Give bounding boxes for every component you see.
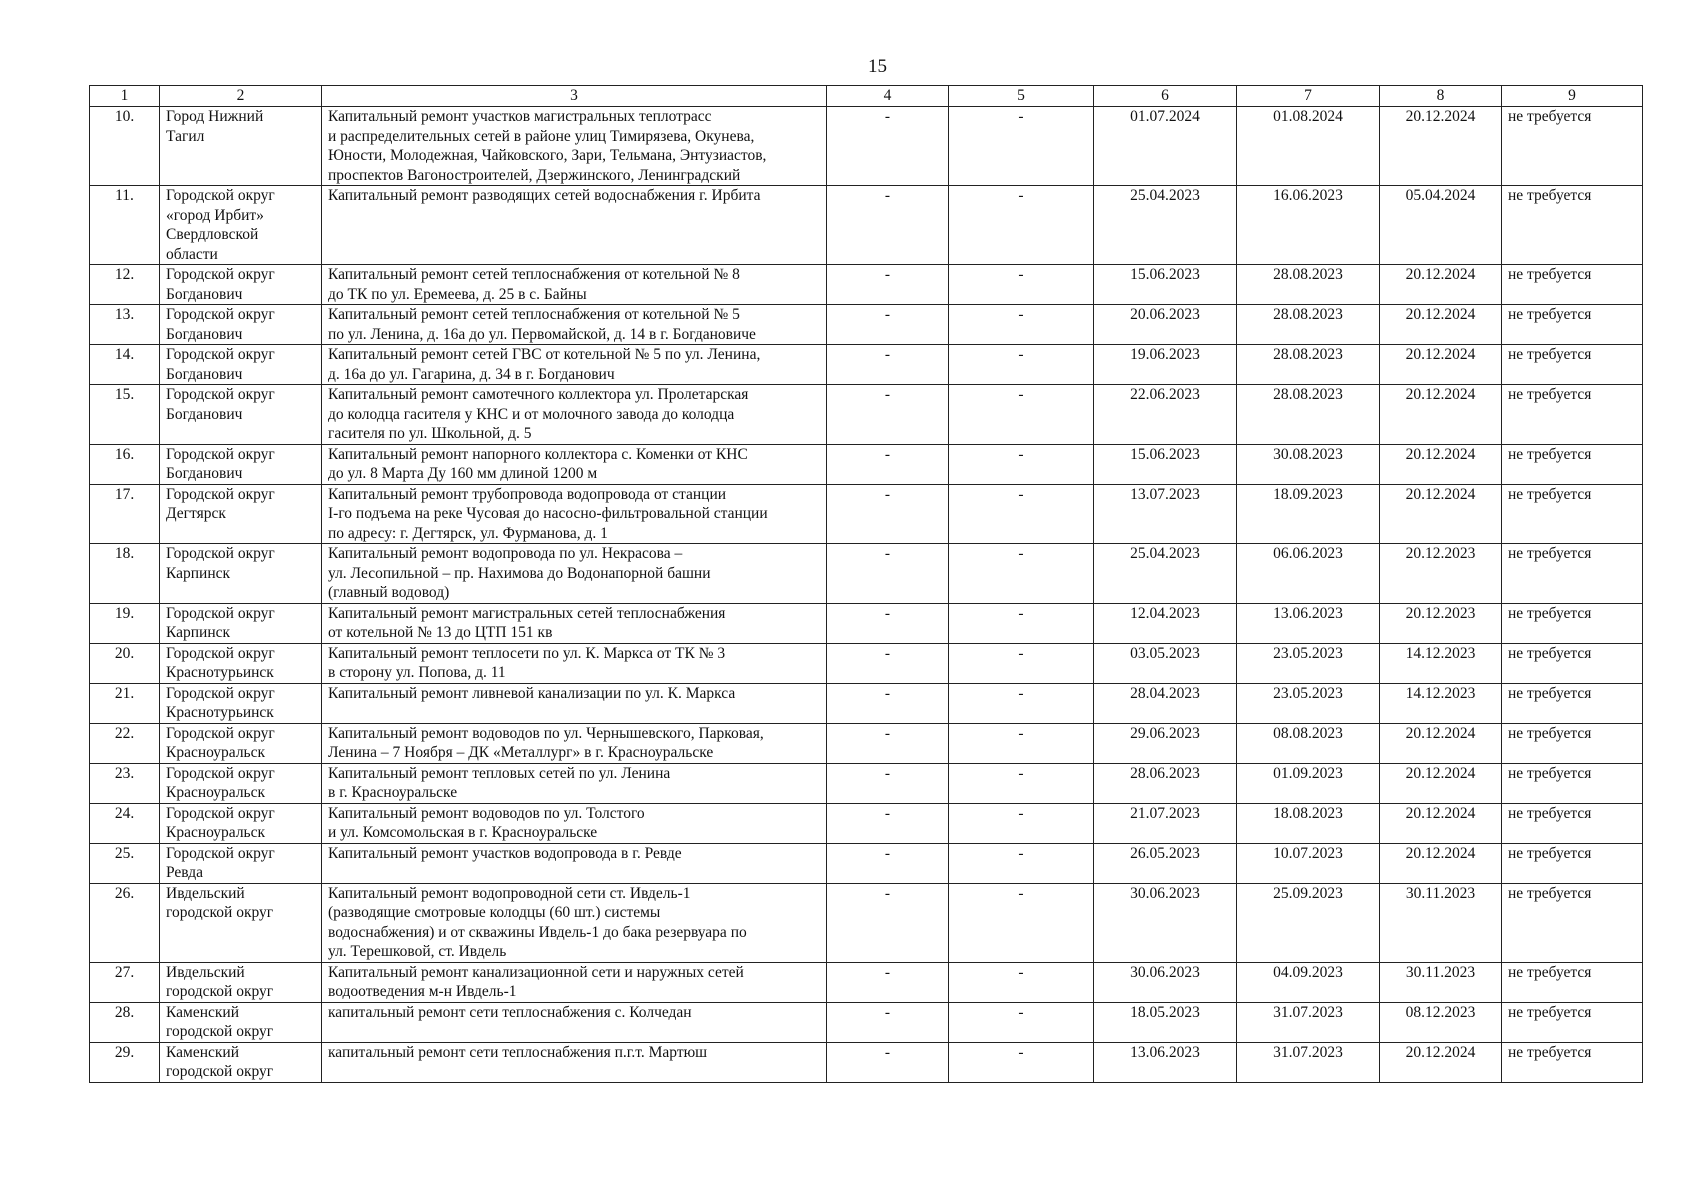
work-description-line: капитальный ремонт сети теплоснабжения с. Колчедан xyxy=(328,1003,692,1021)
table-row xyxy=(90,683,1643,723)
work-description-line: до ул. 8 Марта Ду 160 мм длиной 1200 м xyxy=(328,465,598,482)
table-body xyxy=(90,107,1643,1083)
work-description xyxy=(322,683,827,723)
work-description-line: в сторону ул. Попова, д. 11 xyxy=(328,664,506,681)
col-8-date: 30.11.2023 xyxy=(1380,883,1502,962)
municipality-line: Богданович xyxy=(166,285,243,303)
municipality xyxy=(160,265,322,305)
col-6-date: 15.06.2023 xyxy=(1094,444,1237,484)
work-description xyxy=(322,1042,827,1082)
municipality xyxy=(160,683,322,723)
municipality-line: Каменский xyxy=(166,1043,239,1061)
col-9-requirement: не требуется xyxy=(1502,962,1643,1002)
col-6-date: 30.06.2023 xyxy=(1094,883,1237,962)
col-5-value: - xyxy=(949,107,1094,186)
municipality xyxy=(160,883,322,962)
col-9-requirement: не требуется xyxy=(1502,186,1643,265)
work-description xyxy=(322,444,827,484)
work-description xyxy=(322,186,827,265)
work-description xyxy=(322,385,827,445)
col-9-requirement: не требуется xyxy=(1502,1042,1643,1082)
municipality xyxy=(160,643,322,683)
table-row xyxy=(90,444,1643,484)
col-4-value: - xyxy=(827,186,949,265)
col-7-date: 16.06.2023 xyxy=(1237,186,1380,265)
table-row xyxy=(90,1002,1643,1042)
col-4-value: - xyxy=(827,107,949,186)
col-9-requirement: не требуется xyxy=(1502,305,1643,345)
col-6-date: 20.06.2023 xyxy=(1094,305,1237,345)
row-number: 13. xyxy=(90,305,160,345)
municipality-line: Городской округ xyxy=(166,604,275,622)
table-row xyxy=(90,803,1643,843)
col-4-value: - xyxy=(827,683,949,723)
municipality-line: Городской округ xyxy=(166,684,275,702)
col-8-date: 20.12.2024 xyxy=(1380,843,1502,883)
col-4-value: - xyxy=(827,763,949,803)
col-9-requirement: не требуется xyxy=(1502,843,1643,883)
works-table xyxy=(89,85,1643,1083)
work-description-line: водоснабжения) и от скважины Ивдель-1 до бака резервуара по xyxy=(328,923,747,941)
col-7-date: 28.08.2023 xyxy=(1237,385,1380,445)
work-description-line: Капитальный ремонт участков водопровода в г. Ревде xyxy=(328,844,682,862)
col-6-date: 15.06.2023 xyxy=(1094,265,1237,305)
table-row xyxy=(90,643,1643,683)
col-4-value: - xyxy=(827,643,949,683)
table-row xyxy=(90,883,1643,962)
work-description-line: Капитальный ремонт водоводов по ул. Толстого xyxy=(328,804,645,822)
col-8-date: 05.04.2024 xyxy=(1380,186,1502,265)
table-row xyxy=(90,107,1643,186)
col-8-date: 20.12.2024 xyxy=(1380,444,1502,484)
table-row xyxy=(90,962,1643,1002)
row-number: 16. xyxy=(90,444,160,484)
work-description-line: Капитальный ремонт самотечного коллектора ул. Пролетарская xyxy=(328,386,749,403)
work-description-line: Капитальный ремонт разводящих сетей водоснабжения г. Ирбита xyxy=(328,187,761,204)
header-col-7: 7 xyxy=(1237,86,1380,107)
row-number: 25. xyxy=(90,843,160,883)
table-row xyxy=(90,345,1643,385)
col-7-date: 10.07.2023 xyxy=(1237,843,1380,883)
col-7-date: 23.05.2023 xyxy=(1237,683,1380,723)
work-description-line: Капитальный ремонт теплосети по ул. К. Маркса от ТК № 3 xyxy=(328,644,726,662)
work-description-line: Ленина – 7 Ноября – ДК «Металлург» в г. Красноуральске xyxy=(328,744,714,761)
col-9-requirement: не требуется xyxy=(1502,803,1643,843)
col-7-date: 01.09.2023 xyxy=(1237,763,1380,803)
municipality-line: Свердловской xyxy=(166,226,259,243)
municipality-line: Краснотурьинск xyxy=(166,704,274,721)
col-7-date: 01.08.2024 xyxy=(1237,107,1380,186)
work-description xyxy=(322,265,827,305)
col-6-date: 12.04.2023 xyxy=(1094,603,1237,643)
work-description xyxy=(322,107,827,186)
work-description-line: проспектов Вагоностроителей, Дзержинского, Ленинградский xyxy=(328,166,741,184)
municipality-line: Каменский xyxy=(166,1003,239,1021)
work-description xyxy=(322,1002,827,1042)
work-description xyxy=(322,345,827,385)
municipality-line: Карпинск xyxy=(166,564,231,582)
municipality xyxy=(160,763,322,803)
work-description-line: Капитальный ремонт ливневой канализации по ул. К. Маркса xyxy=(328,684,736,702)
municipality xyxy=(160,603,322,643)
row-number: 28. xyxy=(90,1002,160,1042)
municipality-line: городской округ xyxy=(166,904,274,921)
municipality-line: Красноуральск xyxy=(166,784,266,801)
col-7-date: 13.06.2023 xyxy=(1237,603,1380,643)
work-description-line: ул. Терешковой, ст. Ивдель xyxy=(328,943,507,960)
col-9-requirement: не требуется xyxy=(1502,484,1643,544)
col-8-date: 14.12.2023 xyxy=(1380,643,1502,683)
municipality xyxy=(160,843,322,883)
table-row xyxy=(90,1042,1643,1082)
col-7-date: 18.08.2023 xyxy=(1237,803,1380,843)
header-col-6: 6 xyxy=(1094,86,1237,107)
col-6-date: 19.06.2023 xyxy=(1094,345,1237,385)
header-col-4: 4 xyxy=(827,86,949,107)
col-8-date: 20.12.2024 xyxy=(1380,723,1502,763)
work-description xyxy=(322,763,827,803)
municipality-line: Городской округ xyxy=(166,724,275,742)
municipality-line: городской округ xyxy=(166,1023,274,1040)
col-5-value: - xyxy=(949,1042,1094,1082)
row-number: 29. xyxy=(90,1042,160,1082)
header-col-8: 8 xyxy=(1380,86,1502,107)
work-description-line: Капитальный ремонт сетей теплоснабжения от котельной № 5 xyxy=(328,306,740,323)
work-description xyxy=(322,643,827,683)
work-description-line: до колодца гасителя у КНС и от молочного завода до колодца xyxy=(328,405,735,423)
col-6-date: 13.06.2023 xyxy=(1094,1042,1237,1082)
col-9-requirement: не требуется xyxy=(1502,444,1643,484)
col-6-date: 22.06.2023 xyxy=(1094,385,1237,445)
municipality-line: Богданович xyxy=(166,405,243,423)
col-4-value: - xyxy=(827,803,949,843)
municipality-line: Городской округ xyxy=(166,306,275,323)
municipality-line: городской округ xyxy=(166,983,274,1000)
col-4-value: - xyxy=(827,345,949,385)
col-4-value: - xyxy=(827,962,949,1002)
municipality xyxy=(160,484,322,544)
work-description xyxy=(322,305,827,345)
municipality xyxy=(160,1042,322,1082)
col-5-value: - xyxy=(949,843,1094,883)
work-description-line: Юности, Молодежная, Чайковского, Зари, Тельмана, Энтузиастов, xyxy=(328,147,767,164)
col-7-date: 25.09.2023 xyxy=(1237,883,1380,962)
municipality xyxy=(160,345,322,385)
col-8-date: 20.12.2024 xyxy=(1380,763,1502,803)
work-description-line: Капитальный ремонт напорного коллектора с. Коменки от КНС xyxy=(328,445,748,463)
table-row xyxy=(90,544,1643,604)
work-description-line: водоотведения м-н Ивдель-1 xyxy=(328,983,517,1000)
col-5-value: - xyxy=(949,683,1094,723)
col-5-value: - xyxy=(949,305,1094,345)
work-description-line: Капитальный ремонт участков магистральных теплотрасс xyxy=(328,108,712,125)
col-7-date: 28.08.2023 xyxy=(1237,345,1380,385)
work-description-line: по ул. Ленина, д. 16а до ул. Первомайской, д. 14 в г. Богдановиче xyxy=(328,325,756,343)
table-row xyxy=(90,265,1643,305)
municipality-line: Город Нижний xyxy=(166,108,264,125)
col-9-requirement: не требуется xyxy=(1502,603,1643,643)
page-number: 15 xyxy=(868,56,887,77)
work-description-line: Капитальный ремонт водоводов по ул. Чернышевского, Парковая, xyxy=(328,724,764,742)
col-8-date: 08.12.2023 xyxy=(1380,1002,1502,1042)
municipality-line: области xyxy=(166,245,218,263)
row-number: 24. xyxy=(90,803,160,843)
work-description-line: Капитальный ремонт магистральных сетей теплоснабжения xyxy=(328,604,726,622)
col-5-value: - xyxy=(949,763,1094,803)
col-9-requirement: не требуется xyxy=(1502,385,1643,445)
municipality-line: Краснотурьинск xyxy=(166,664,274,681)
col-4-value: - xyxy=(827,544,949,604)
work-description xyxy=(322,962,827,1002)
row-number: 14. xyxy=(90,345,160,385)
work-description-line: и распределительных сетей в районе улиц Тимирязева, Окунева, xyxy=(328,127,755,145)
work-description-line: и ул. Комсомольская в г. Красноуральске xyxy=(328,824,598,841)
municipality-line: городской округ xyxy=(166,1063,274,1080)
work-description xyxy=(322,883,827,962)
municipality-line: Ивдельский xyxy=(166,884,245,902)
work-description xyxy=(322,843,827,883)
municipality-line: Городской округ xyxy=(166,764,275,782)
municipality-line: Городской округ xyxy=(166,844,275,862)
municipality-line: Городской округ xyxy=(166,386,275,403)
col-8-date: 14.12.2023 xyxy=(1380,683,1502,723)
municipality xyxy=(160,107,322,186)
col-6-date: 30.06.2023 xyxy=(1094,962,1237,1002)
col-8-date: 20.12.2024 xyxy=(1380,1042,1502,1082)
col-7-date: 30.08.2023 xyxy=(1237,444,1380,484)
col-4-value: - xyxy=(827,385,949,445)
table-row xyxy=(90,843,1643,883)
header-col-9: 9 xyxy=(1502,86,1643,107)
work-description-line: Капитальный ремонт водопровода по ул. Некрасова – xyxy=(328,545,683,562)
work-description-line: до ТК по ул. Еремеева, д. 25 в с. Байны xyxy=(328,285,587,303)
municipality-line: Городской округ xyxy=(166,346,275,363)
row-number: 23. xyxy=(90,763,160,803)
work-description-line: Капитальный ремонт сетей ГВС от котельной № 5 по ул. Ленина, xyxy=(328,346,761,363)
col-6-date: 01.07.2024 xyxy=(1094,107,1237,186)
col-6-date: 18.05.2023 xyxy=(1094,1002,1237,1042)
col-5-value: - xyxy=(949,1002,1094,1042)
header-col-3: 3 xyxy=(322,86,827,107)
col-4-value: - xyxy=(827,1042,949,1082)
row-number: 19. xyxy=(90,603,160,643)
col-5-value: - xyxy=(949,385,1094,445)
municipality-line: Дегтярск xyxy=(166,505,226,522)
work-description-line: Капитальный ремонт тепловых сетей по ул. Ленина xyxy=(328,764,671,782)
col-9-requirement: не требуется xyxy=(1502,883,1643,962)
col-7-date: 31.07.2023 xyxy=(1237,1002,1380,1042)
header-col-5: 5 xyxy=(949,86,1094,107)
row-number: 10. xyxy=(90,107,160,186)
col-8-date: 20.12.2023 xyxy=(1380,603,1502,643)
municipality-line: Городской округ xyxy=(166,644,275,662)
col-9-requirement: не требуется xyxy=(1502,345,1643,385)
row-number: 18. xyxy=(90,544,160,604)
col-7-date: 08.08.2023 xyxy=(1237,723,1380,763)
col-6-date: 28.06.2023 xyxy=(1094,763,1237,803)
col-9-requirement: не требуется xyxy=(1502,643,1643,683)
row-number: 27. xyxy=(90,962,160,1002)
row-number: 17. xyxy=(90,484,160,544)
municipality-line: Городской округ xyxy=(166,445,275,463)
col-5-value: - xyxy=(949,643,1094,683)
col-5-value: - xyxy=(949,544,1094,604)
work-description-line: от котельной № 13 до ЦТП 151 кв xyxy=(328,624,553,641)
col-5-value: - xyxy=(949,265,1094,305)
col-4-value: - xyxy=(827,1002,949,1042)
municipality xyxy=(160,385,322,445)
work-description-line: (разводящие смотровые колодцы (60 шт.) системы xyxy=(328,904,661,921)
work-description xyxy=(322,544,827,604)
municipality-line: Ивдельский xyxy=(166,963,245,981)
work-description-line: I-го подъема на реке Чусовая до насосно-фильтровальной станции xyxy=(328,505,768,522)
col-5-value: - xyxy=(949,345,1094,385)
col-5-value: - xyxy=(949,723,1094,763)
municipality xyxy=(160,803,322,843)
work-description-line: (главный водовод) xyxy=(328,584,450,601)
work-description-line: по адресу: г. Дегтярск, ул. Фурманова, д. 1 xyxy=(328,524,608,542)
col-6-date: 25.04.2023 xyxy=(1094,544,1237,604)
col-9-requirement: не требуется xyxy=(1502,1002,1643,1042)
col-8-date: 20.12.2024 xyxy=(1380,107,1502,186)
col-6-date: 25.04.2023 xyxy=(1094,186,1237,265)
table-row xyxy=(90,186,1643,265)
col-9-requirement: не требуется xyxy=(1502,683,1643,723)
col-4-value: - xyxy=(827,444,949,484)
col-5-value: - xyxy=(949,883,1094,962)
col-7-date: 04.09.2023 xyxy=(1237,962,1380,1002)
col-6-date: 03.05.2023 xyxy=(1094,643,1237,683)
municipality xyxy=(160,444,322,484)
col-4-value: - xyxy=(827,305,949,345)
row-number: 12. xyxy=(90,265,160,305)
municipality xyxy=(160,962,322,1002)
work-description-line: Капитальный ремонт водопроводной сети ст. Ивдель-1 xyxy=(328,884,691,902)
table-row xyxy=(90,603,1643,643)
col-6-date: 26.05.2023 xyxy=(1094,843,1237,883)
municipality-line: Городской округ xyxy=(166,266,275,283)
work-description-line: в г. Красноуральске xyxy=(328,784,458,801)
col-7-date: 23.05.2023 xyxy=(1237,643,1380,683)
header-col-1: 1 xyxy=(90,86,160,107)
col-7-date: 18.09.2023 xyxy=(1237,484,1380,544)
municipality xyxy=(160,723,322,763)
col-8-date: 20.12.2024 xyxy=(1380,803,1502,843)
table-row xyxy=(90,385,1643,445)
col-6-date: 29.06.2023 xyxy=(1094,723,1237,763)
col-5-value: - xyxy=(949,186,1094,265)
col-9-requirement: не требуется xyxy=(1502,763,1643,803)
row-number: 21. xyxy=(90,683,160,723)
col-7-date: 28.08.2023 xyxy=(1237,305,1380,345)
col-7-date: 28.08.2023 xyxy=(1237,265,1380,305)
work-description-line: д. 16а до ул. Гагарина, д. 34 в г. Богданович xyxy=(328,365,615,383)
municipality-line: Ревда xyxy=(166,864,203,881)
col-5-value: - xyxy=(949,603,1094,643)
municipality-line: Богданович xyxy=(166,325,243,343)
row-number: 15. xyxy=(90,385,160,445)
col-9-requirement: не требуется xyxy=(1502,544,1643,604)
municipality-line: Тагил xyxy=(166,127,205,145)
municipality xyxy=(160,186,322,265)
col-8-date: 30.11.2023 xyxy=(1380,962,1502,1002)
col-7-date: 31.07.2023 xyxy=(1237,1042,1380,1082)
table-row xyxy=(90,484,1643,544)
municipality xyxy=(160,1002,322,1042)
col-5-value: - xyxy=(949,962,1094,1002)
col-5-value: - xyxy=(949,484,1094,544)
col-9-requirement: не требуется xyxy=(1502,107,1643,186)
col-4-value: - xyxy=(827,484,949,544)
work-description-line: Капитальный ремонт сетей теплоснабжения от котельной № 8 xyxy=(328,266,740,283)
table-header-row xyxy=(90,86,1643,107)
work-description xyxy=(322,603,827,643)
row-number: 11. xyxy=(90,186,160,265)
col-6-date: 28.04.2023 xyxy=(1094,683,1237,723)
municipality-line: Городской округ xyxy=(166,545,275,562)
col-7-date: 06.06.2023 xyxy=(1237,544,1380,604)
table-row xyxy=(90,723,1643,763)
col-6-date: 21.07.2023 xyxy=(1094,803,1237,843)
municipality xyxy=(160,544,322,604)
col-8-date: 20.12.2023 xyxy=(1380,544,1502,604)
work-description xyxy=(322,723,827,763)
col-4-value: - xyxy=(827,603,949,643)
table-row xyxy=(90,763,1643,803)
col-9-requirement: не требуется xyxy=(1502,265,1643,305)
work-description-line: гасителя по ул. Школьной, д. 5 xyxy=(328,425,532,442)
col-4-value: - xyxy=(827,843,949,883)
work-description-line: капитальный ремонт сети теплоснабжения п.г.т. Мартюш xyxy=(328,1043,708,1061)
work-description xyxy=(322,484,827,544)
municipality-line: Городской округ xyxy=(166,485,275,503)
col-4-value: - xyxy=(827,265,949,305)
col-8-date: 20.12.2024 xyxy=(1380,484,1502,544)
table-row xyxy=(90,305,1643,345)
col-8-date: 20.12.2024 xyxy=(1380,305,1502,345)
municipality-line: Городской округ xyxy=(166,187,275,204)
work-description-line: Капитальный ремонт трубопровода водопровода от станции xyxy=(328,485,727,503)
work-description xyxy=(322,803,827,843)
municipality-line: Красноуральск xyxy=(166,824,266,841)
work-description-line: ул. Лесопильной – пр. Нахимова до Водонапорной башни xyxy=(328,564,711,582)
col-5-value: - xyxy=(949,444,1094,484)
row-number: 22. xyxy=(90,723,160,763)
col-8-date: 20.12.2024 xyxy=(1380,265,1502,305)
row-number: 20. xyxy=(90,643,160,683)
col-8-date: 20.12.2024 xyxy=(1380,385,1502,445)
municipality xyxy=(160,305,322,345)
col-8-date: 20.12.2024 xyxy=(1380,345,1502,385)
header-col-2: 2 xyxy=(160,86,322,107)
municipality-line: Красноуральск xyxy=(166,744,266,761)
col-4-value: - xyxy=(827,723,949,763)
municipality-line: Городской округ xyxy=(166,804,275,822)
col-9-requirement: не требуется xyxy=(1502,723,1643,763)
col-4-value: - xyxy=(827,883,949,962)
municipality-line: Богданович xyxy=(166,465,243,482)
work-description-line: Капитальный ремонт канализационной сети и наружных сетей xyxy=(328,963,744,981)
col-5-value: - xyxy=(949,803,1094,843)
municipality-line: Карпинск xyxy=(166,624,231,641)
col-6-date: 13.07.2023 xyxy=(1094,484,1237,544)
municipality-line: Богданович xyxy=(166,365,243,383)
row-number: 26. xyxy=(90,883,160,962)
municipality-line: «город Ирбит» xyxy=(166,206,264,224)
